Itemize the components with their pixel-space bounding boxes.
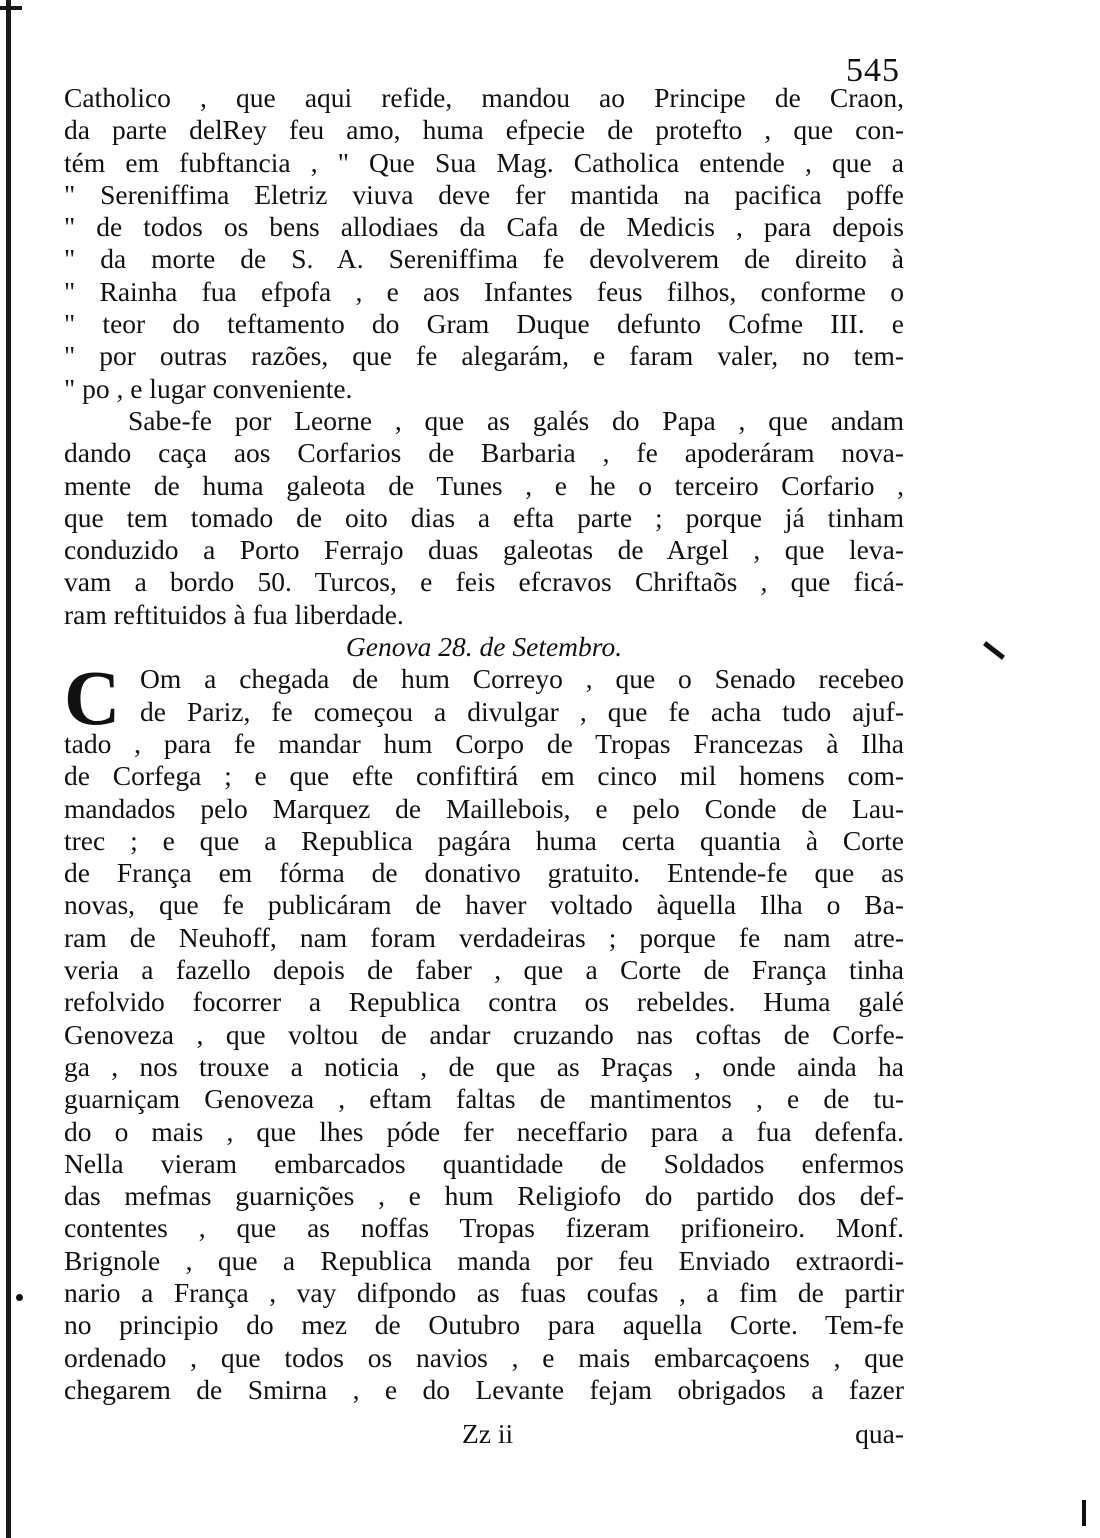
top-margin-tick — [0, 6, 22, 10]
text-line: " Rainha fua efpofa , e aos Infantes feus filhos, conforme o — [64, 275, 904, 307]
text-line: Nella vieram embarcados quantidade de Soldados enfermos — [64, 1147, 904, 1179]
text-line: Om a chegada de hum Correyo , que o Senado recebeo — [140, 663, 904, 695]
text-line: de Corfega ; e que efte confiftirá em cinco mil homens com- — [64, 760, 904, 792]
text-line: guarniçam Genoveza , eftam faltas de mantimentos , e de tu- — [64, 1083, 904, 1115]
text-line: trec ; e que a Republica pagára huma certa quantia à Corte — [64, 824, 904, 856]
text-line: Catholico , que aqui refide, mandou ao Principe de Craon, — [64, 82, 904, 113]
paragraph-genova — [64, 654, 904, 1406]
text-line: ordenado , que todos os navios , e mais embarcaçoens , que — [64, 1341, 904, 1373]
text-line: de Pariz, fe começou a divulgar , que fe acha tudo ajuf- — [140, 695, 904, 727]
text-line: " Sereniffima Eletriz viuva deve fer mantida na pacifica poffe — [64, 178, 904, 210]
text-line: " de todos os bens allodiaes da Cafa de Medicis , para depois — [64, 211, 904, 243]
catchword: qua- — [855, 1418, 904, 1449]
signature-mark: Zz ii — [462, 1418, 514, 1449]
margin-dot — [16, 1294, 23, 1301]
text-line: " por outras razões, que fe alegarám, e faram valer, no tem- — [64, 340, 904, 372]
text-line: conduzido a Porto Ferrajo duas galeotas de Argel , que leva- — [64, 534, 904, 566]
dateline: Genova 28. de Setembro. — [345, 631, 623, 663]
paragraph-leorne — [64, 405, 904, 631]
text-line: mente de huma galeota de Tunes , e he o terceiro Corfario , — [64, 469, 904, 501]
text-line: contentes , que as noffas Tropas fizeram prifioneiro. Monf. — [64, 1212, 904, 1244]
text-line: tado , para fe mandar hum Corpo de Tropas Francezas à Ilha — [64, 727, 904, 759]
text-line: Brignole , que a Republica manda por feu Enviado extraordi- — [64, 1244, 904, 1276]
body-text — [64, 82, 904, 1406]
text-line: no principio do mez de Outubro para aquella Corte. Tem-fe — [64, 1309, 904, 1341]
text-line: novas, que fe publicáram de haver voltado àquella Ilha o Ba- — [64, 889, 904, 921]
left-margin-rule — [6, 0, 11, 1538]
text-line: vam a bordo 50. Turcos, e feis efcravos Chriftaõs , que ficá- — [64, 566, 904, 598]
text-line: Genoveza , que voltou de andar cruzando nas coftas de Corfe- — [64, 1018, 904, 1050]
text-line: do o mais , que lhes póde fer neceffario para a fua defenfa. — [64, 1115, 904, 1147]
text-line: ga , nos trouxe a noticia , de que as Praças , onde ainda ha — [64, 1050, 904, 1082]
text-line: refolvido focorrer a Republica contra os rebeldes. Huma galé — [64, 986, 904, 1018]
text-line: " da morte de S. A. Sereniffima fe devolverem de direito à — [64, 243, 904, 275]
text-line: das mefmas guarnições , e hum Religiofo do partido dos def- — [64, 1180, 904, 1212]
text-line: de França em fórma de donativo gratuito. Entende-fe que as — [64, 857, 904, 889]
margin-mark — [983, 641, 1005, 660]
paragraph-protest — [64, 82, 904, 405]
text-line: da parte delRey feu amo, huma efpecie de protefto , que con- — [64, 114, 904, 146]
text-line: dando caça aos Corfarios de Barbaria , fe apoderáram nova- — [64, 437, 904, 469]
text-line: ram reftituidos à fua liberdade. — [64, 598, 404, 630]
text-line: tém em fubftancia , " Que Sua Mag. Catholica entende , que a — [64, 146, 904, 178]
text-line: ram de Neuhoff, nam foram verdadeiras ; porque fe nam atre- — [64, 921, 904, 953]
text-line: veria a fazello depois de faber , que a Corte de França tinha — [64, 954, 904, 986]
text-line: Sabe-fe por Leorne , que as galés do Papa , que andam — [128, 404, 904, 436]
text-line: que tem tomado de oito dias a efta parte ; porque já tinham — [64, 501, 904, 533]
page-number: 545 — [846, 52, 900, 89]
text-line: nario a França , vay difpondo as fuas coufas , a fim de partir — [64, 1276, 904, 1308]
margin-bar — [1082, 1500, 1086, 1526]
text-line: " po , e lugar conveniente. — [64, 372, 353, 404]
drop-cap: C — [64, 654, 121, 742]
page-footer — [64, 1418, 904, 1452]
text-line: mandados pelo Marquez de Maillebois, e pelo Conde de Lau- — [64, 792, 904, 824]
text-line: chegarem de Smirna , e do Levante fejam obrigados a fazer — [64, 1373, 904, 1405]
text-line: " teor do teftamento do Gram Duque defunto Cofme III. e — [64, 308, 904, 340]
